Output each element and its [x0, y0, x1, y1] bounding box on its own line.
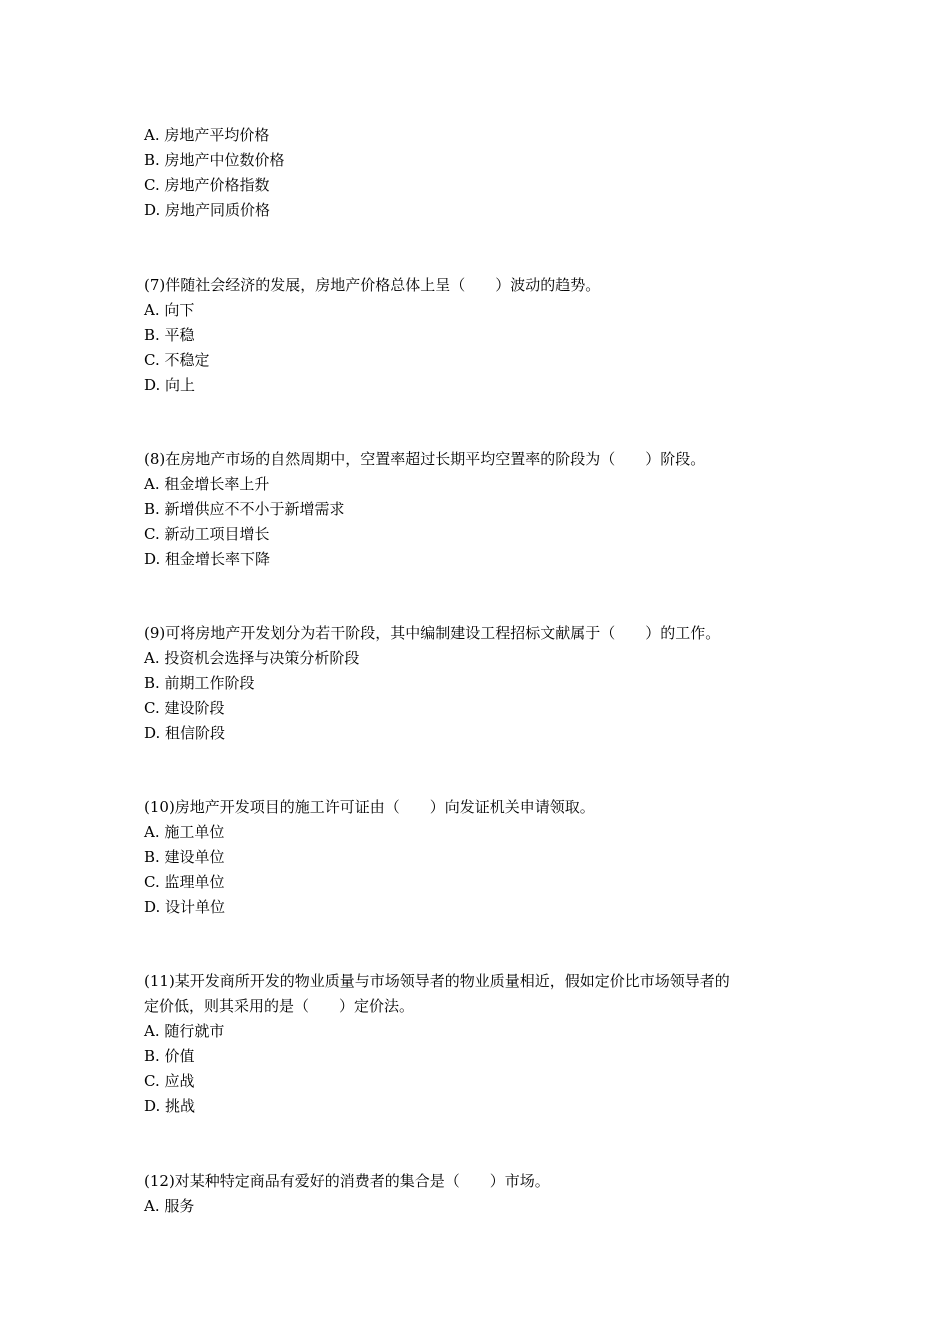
question-stem: (10)房地产开发项目的施工许可证由（ ）向发证机关申请领取。 — [144, 798, 595, 816]
option-b: B. 建设单位 — [144, 848, 225, 866]
option-d: D. 设计单位 — [144, 898, 226, 916]
question-stem: (8)在房地产市场的自然周期中，空置率超过长期平均空置率的阶段为（ ）阶段。 — [144, 450, 706, 468]
question-7-block — [144, 273, 814, 398]
option-c: C. 不稳定 — [144, 351, 210, 369]
option-a: A. 施工单位 — [144, 823, 225, 841]
option-a: A. 服务 — [144, 1197, 195, 1215]
option-a: A. 向下 — [144, 301, 195, 319]
option-d: D. 挑战 — [144, 1097, 196, 1115]
option-d: D. 租金增长率下降 — [144, 550, 271, 568]
option-a: A. 投资机会选择与决策分析阶段 — [144, 649, 360, 667]
option-c: C. 监理单位 — [144, 873, 225, 891]
question-stem: (7)伴随社会经济的发展，房地产价格总体上呈（ ）波动的趋势。 — [144, 276, 601, 294]
option-a: A. 房地产平均价格 — [144, 126, 270, 144]
option-b: B. 价值 — [144, 1047, 195, 1065]
question-6-block — [144, 123, 814, 223]
question-11-block — [144, 969, 814, 1119]
question-10-block — [144, 795, 814, 920]
option-d: D. 房地产同质价格 — [144, 201, 271, 219]
question-stem: (12)对某种特定商品有爱好的消费者的集合是（ ）市场。 — [144, 1172, 550, 1190]
option-c: C. 建设阶段 — [144, 699, 225, 717]
option-c: C. 新动工项目增长 — [144, 525, 270, 543]
option-a: A. 随行就市 — [144, 1022, 225, 1040]
question-stem-line-2: 定价低，则其采用的是（ ）定价法。 — [144, 997, 415, 1015]
option-c: C. 房地产价格指数 — [144, 176, 270, 194]
option-b: B. 新增供应不不小于新增需求 — [144, 500, 345, 518]
option-b: B. 房地产中位数价格 — [144, 151, 285, 169]
question-stem-line-1: (11)某开发商所开发的物业质量与市场领导者的物业质量相近，假如定价比市场领导者的 — [144, 972, 730, 990]
option-d: D. 向上 — [144, 376, 196, 394]
question-9-block — [144, 621, 814, 746]
question-8-block — [144, 447, 814, 572]
question-stem: (9)可将房地产开发划分为若干阶段，其中编制建设工程招标文献属于（ ）的工作。 — [144, 624, 721, 642]
option-d: D. 租信阶段 — [144, 724, 226, 742]
option-a: A. 租金增长率上升 — [144, 475, 270, 493]
option-b: B. 前期工作阶段 — [144, 674, 255, 692]
option-b: B. 平稳 — [144, 326, 195, 344]
question-12-block — [144, 1169, 814, 1219]
option-c: C. 应战 — [144, 1072, 195, 1090]
